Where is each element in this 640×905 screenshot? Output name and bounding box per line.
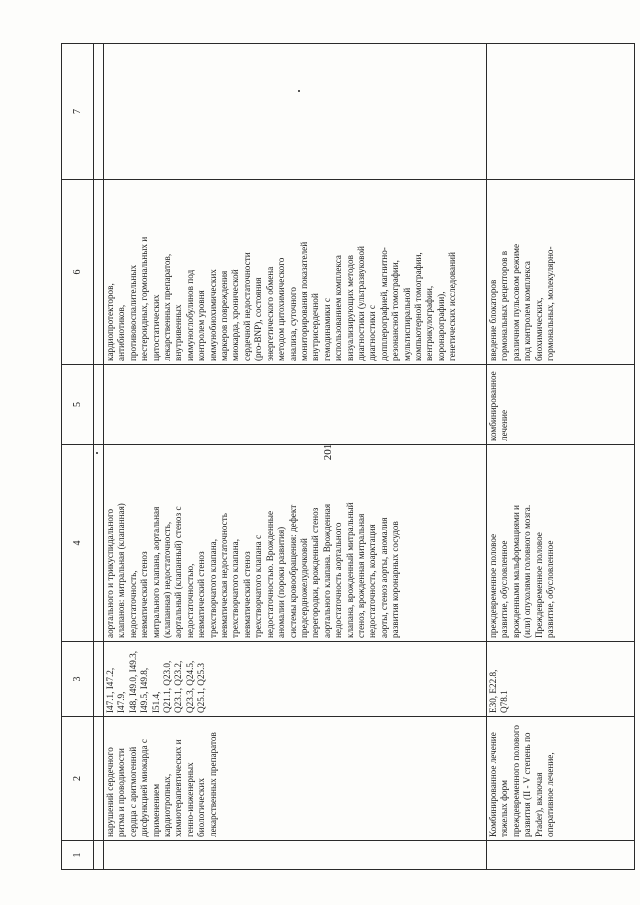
cell-intervention: нарушений сердечного ритма и проводимости сердца с аритмогенной дисфункцией миокарда с применением кардиотропных, химиотерапевтических и генно-инженерных биологических лекарственных препаратов <box>104 717 487 841</box>
cell-treatment-type: комбинированное лечение <box>487 365 635 445</box>
cell-number <box>487 841 635 870</box>
header-row <box>62 44 94 870</box>
cell-intervention: Комбинированное лечение тяжелых форм преждевременного полового развития (II - V степень по Prader), включая оперативное лечение, <box>487 717 635 841</box>
cell-icd-codes: E30, E22.8, Q78.1 <box>487 642 635 717</box>
cell-treatment-type <box>104 365 487 445</box>
header-col-4: 4 <box>62 445 94 642</box>
header-col-2: 2 <box>62 717 94 841</box>
header-col-7: 7 <box>62 44 94 180</box>
cell-cost <box>104 44 487 180</box>
medical-care-table <box>61 43 635 870</box>
cell-method: кардиопротекторов, антибиотиков, противовоспалительных нестероидных, гормональных и цитостатических лекарственных препаратов, внутривенных иммуноглобулинов под контролем уровня иммунобиохимических маркеров повреждения миокарда, хронической сердечной недостаточности (pro-BNP), состояния энергетического обмена методом цитохимического анализа, суточного мониторирования показателей внутрисердечной гемодинамики с использованием комплекса визуализирующих методов диагностики (ультразвуковой диагностики с допплерографией, магнитно- резонансной томографии, мультиспиральной компьютерной томографии, вентрикулографии, коронарографии), генетических исследований <box>104 180 487 365</box>
cell-cost <box>487 44 635 180</box>
spacer-row <box>94 44 104 870</box>
table-row <box>487 44 635 870</box>
cell-diagnosis: преждевременное половое развитие, обусловленное врожденными мальформациями и (или) опухолями головного мозга. Преждевременное половое развитие, обусловленное <box>487 445 635 642</box>
header-col-6: 6 <box>62 180 94 365</box>
table-row <box>104 44 487 870</box>
rotated-table-container <box>61 44 634 870</box>
cell-method: введение блокаторов гормональных рецепторов в различном пульсовом режиме под контролем комплекса биохимических, гормональных, молекулярно- <box>487 180 635 365</box>
cell-icd-codes: I47.1, I47.2, I47.9, I48, I49.0, I49.3, I49.5, I49.8, I51.4, Q21.1, Q23.0, Q23.1, Q23.2, Q23.3, Q24.5, Q25.1, Q25.3 <box>104 642 487 717</box>
header-col-3: 3 <box>62 642 94 717</box>
header-col-5: 5 <box>62 365 94 445</box>
cell-number <box>104 841 487 870</box>
cell-diagnosis: аортального и трикуспидального клапанов: митральная (клапанная) недостаточность, невматический стеноз митрального клапана, аортальная (клапанная) недостаточность, аортальный (клапанный) стеноз с недостаточностью, невматический стеноз трехстворчатого клапана, невматическая недостаточность трехстворчатого клапана, невматический стеноз трехстворчатого клапана с недостаточностью. Врожденные аномалии (пороки развития) системы кровообращения: дефект предсердножелудочковой перегородки, врожденный стеноз аортального клапана. Врожденная недостаточность аортального клапана, врожденный митральный стеноз, врожденная митральная недостаточность, коарктация аорты, стеноз аорты, аномалия развития коронарных сосудов <box>104 445 487 642</box>
header-col-1: 1 <box>62 841 94 870</box>
page-number: 201 <box>322 443 334 461</box>
